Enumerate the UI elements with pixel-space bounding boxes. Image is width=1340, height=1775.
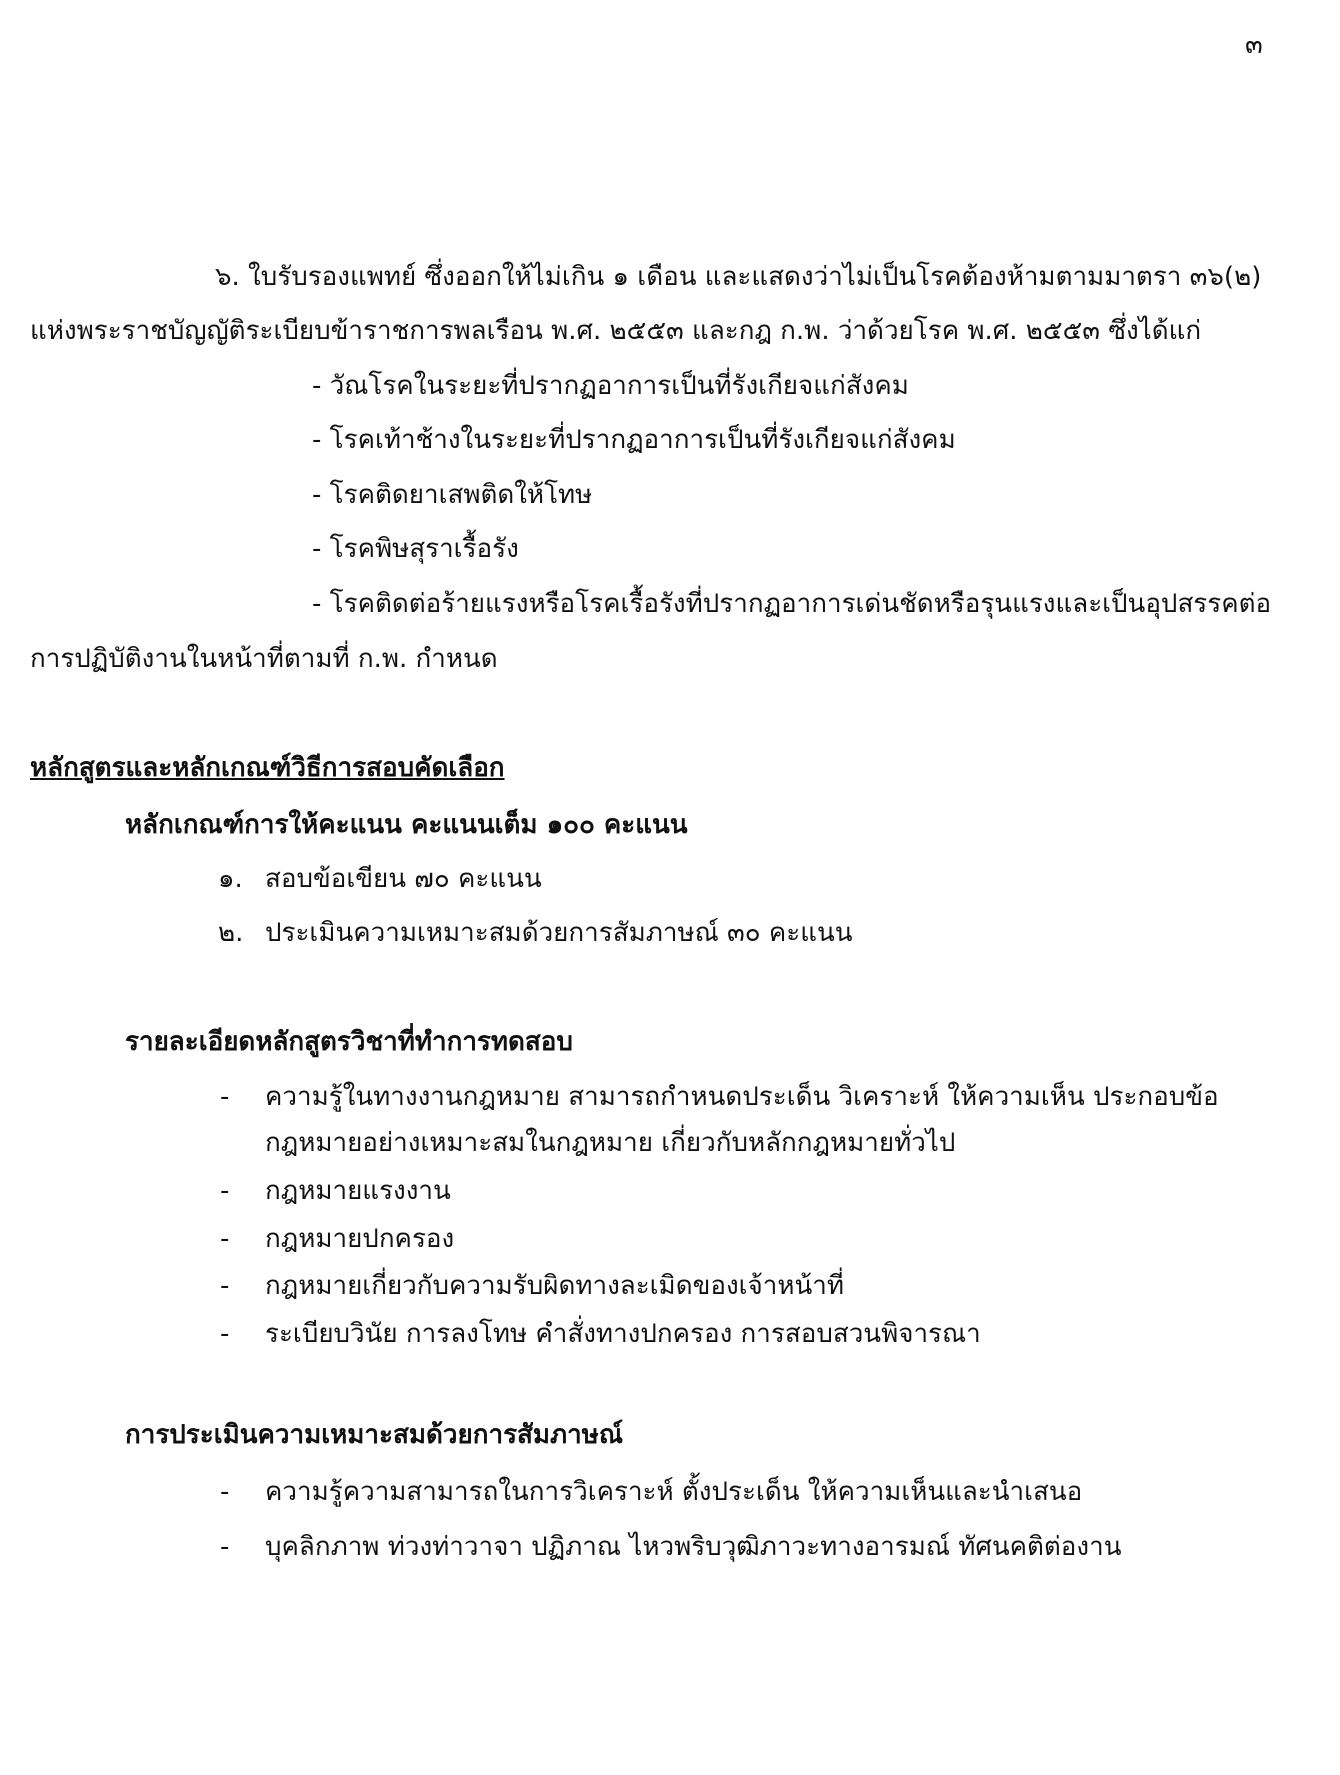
page-number: ๓ [1245, 30, 1263, 60]
subject-item: กฎหมายเกี่ยวกับความรับผิดทางละเมิดของเจ้าหน้าที่ [265, 1271, 845, 1301]
bullet-dash: - [220, 1176, 230, 1206]
bullet-dash: - [220, 1224, 230, 1254]
disease-continuation: การปฏิบัติงานในหน้าที่ตามที่ ก.พ. กำหนด [30, 644, 498, 674]
scoring-heading: หลักเกณฑ์การให้คะแนน คะแนนเต็ม ๑๐๐ คะแนน [125, 810, 688, 840]
interview-item: บุคลิกภาพ ท่วงท่าวาจา ปฏิภาณ ไหวพริบวุฒิภาวะทางอารมณ์ ทัศนคติต่องาน [265, 1532, 1122, 1562]
disease-item: - วัณโรคในระยะที่ปรากฏอาการเป็นที่รังเกียจแก่สังคม [312, 371, 909, 401]
disease-item: - โรคติดยาเสพติดให้โทษ [312, 480, 593, 510]
bullet-dash: - [220, 1477, 230, 1507]
scoring-item-number: ๑. [218, 864, 243, 894]
disease-item: - โรคเท้าช้างในระยะที่ปรากฏอาการเป็นที่รังเกียจแก่สังคม [312, 425, 956, 455]
subject-item: กฎหมายปกครอง [265, 1224, 455, 1254]
bullet-dash: - [220, 1319, 230, 1349]
interview-heading: การประเมินความเหมาะสมด้วยการสัมภาษณ์ [125, 1420, 624, 1450]
bullet-dash: - [220, 1532, 230, 1562]
disease-item: - โรคติดต่อร้ายแรงหรือโรคเรื้อรังที่ปรากฏอาการเด่นชัดหรือรุนแรงและเป็นอุปสรรคต่อ [312, 589, 1272, 619]
scoring-item-text: ประเมินความเหมาะสมด้วยการสัมภาษณ์ ๓๐ คะแนน [265, 918, 853, 948]
subject-item-line2: กฎหมายอย่างเหมาะสมในกฎหมาย เกี่ยวกับหลักกฎหมายทั่วไป [265, 1128, 956, 1158]
curriculum-heading: หลักสูตรและหลักเกณฑ์วิธีการสอบคัดเลือก [30, 753, 505, 783]
section6-line1: ๖. ใบรับรองแพทย์ ซึ่งออกให้ไม่เกิน ๑ เดือน และแสดงว่าไม่เป็นโรคต้องห้ามตามมาตรา ๓๖(๒) [215, 262, 1262, 292]
interview-item: ความรู้ความสามารถในการวิเคราะห์ ตั้งประเด็น ให้ความเห็นและนำเสนอ [265, 1477, 1083, 1507]
bullet-dash: - [220, 1271, 230, 1301]
disease-item: - โรคพิษสุราเรื้อรัง [312, 534, 519, 564]
subjects-heading: รายละเอียดหลักสูตรวิชาที่ทำการทดสอบ [125, 1027, 573, 1057]
scoring-item-number: ๒. [218, 918, 244, 948]
section6-line2: แห่งพระราชบัญญัติระเบียบข้าราชการพลเรือน พ.ศ. ๒๕๕๓ และกฎ ก.พ. ว่าด้วยโรค พ.ศ. ๒๕๕๓ ซึ่งได้แก่ [30, 316, 1202, 346]
subject-item-line1: ความรู้ในทางงานกฎหมาย สามารถกำหนดประเด็น วิเคราะห์ ให้ความเห็น ประกอบข้อ [265, 1082, 1219, 1112]
scoring-item-text: สอบข้อเขียน ๗๐ คะแนน [265, 864, 542, 894]
bullet-dash: - [220, 1082, 230, 1112]
subject-item: ระเบียบวินัย การลงโทษ คำสั่งทางปกครอง การสอบสวนพิจารณา [265, 1319, 981, 1349]
subject-item: กฎหมายแรงงาน [265, 1176, 451, 1206]
